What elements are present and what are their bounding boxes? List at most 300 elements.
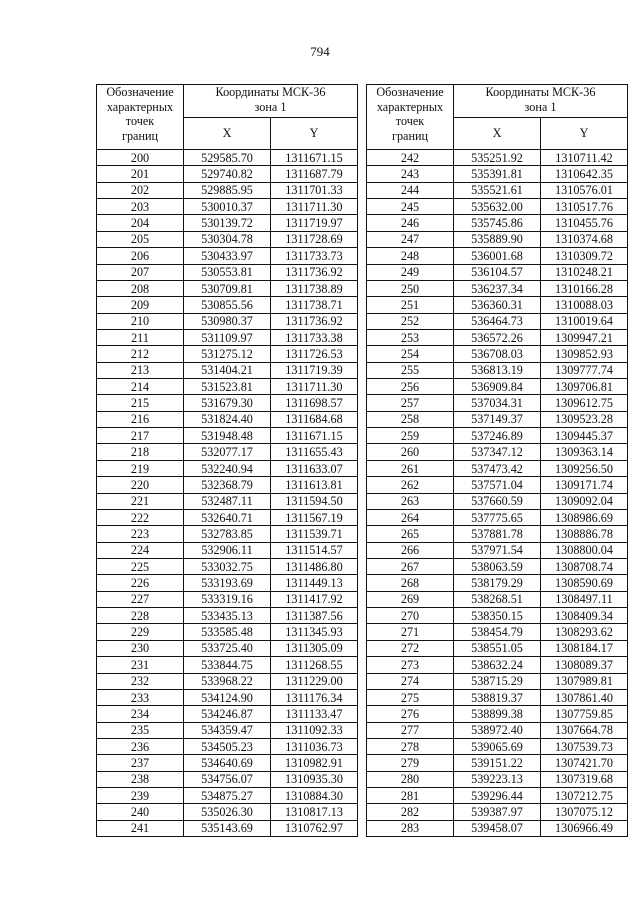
y-coordinate-cell: 1311719.97 [271,215,358,231]
header-coordinates-line: зона 1 [524,99,557,114]
table-row [367,689,628,705]
table-row [367,379,628,395]
table-row [367,755,628,771]
point-number-cell: 223 [97,526,184,542]
point-number-cell: 271 [367,624,454,640]
point-number-cell: 269 [367,591,454,607]
y-coordinate-cell: 1307861.40 [541,689,628,705]
y-coordinate-cell: 1311268.55 [271,657,358,673]
coordinates-table-right [366,84,628,837]
x-coordinate-cell: 529585.70 [184,150,271,166]
table-row [97,215,358,231]
y-coordinate-cell: 1308800.04 [541,542,628,558]
y-coordinate-cell: 1309523.28 [541,411,628,427]
x-coordinate-cell: 534124.90 [184,689,271,705]
y-coordinate-cell: 1310982.91 [271,755,358,771]
header-designation-line: Обозначение [106,85,174,99]
y-coordinate-cell: 1311417.92 [271,591,358,607]
x-coordinate-cell: 537775.65 [454,509,541,525]
x-coordinate-cell: 532487.11 [184,493,271,509]
point-number-cell: 202 [97,182,184,198]
table-row [367,493,628,509]
y-coordinate-cell: 1311613.81 [271,477,358,493]
y-coordinate-cell: 1309777.74 [541,362,628,378]
y-coordinate-cell: 1307664.78 [541,722,628,738]
table-row [367,820,628,836]
x-coordinate-cell: 535143.69 [184,820,271,836]
y-coordinate-cell: 1311539.71 [271,526,358,542]
point-number-cell: 275 [367,689,454,705]
x-coordinate-cell: 536572.26 [454,329,541,345]
table-row [97,575,358,591]
table-row [367,706,628,722]
table-row [367,362,628,378]
y-coordinate-cell: 1310711.42 [541,150,628,166]
x-coordinate-cell: 536360.31 [454,297,541,313]
x-coordinate-cell: 530855.56 [184,297,271,313]
table-row [97,150,358,166]
table-row [97,526,358,542]
x-coordinate-cell: 538715.29 [454,673,541,689]
y-coordinate-cell: 1307319.68 [541,771,628,787]
table-row [367,199,628,215]
point-number-cell: 253 [367,329,454,345]
y-coordinate-cell: 1310248.21 [541,264,628,280]
header-designation [97,85,184,150]
table-row [97,804,358,820]
x-coordinate-cell: 539151.22 [454,755,541,771]
table-row [97,608,358,624]
point-number-cell: 252 [367,313,454,329]
table-row [367,182,628,198]
table-row [367,411,628,427]
x-coordinate-cell: 534505.23 [184,738,271,754]
y-coordinate-cell: 1307759.85 [541,706,628,722]
y-coordinate-cell: 1308409.34 [541,608,628,624]
x-coordinate-cell: 538899.38 [454,706,541,722]
table-row [97,280,358,296]
x-coordinate-cell: 533032.75 [184,558,271,574]
table-row [97,689,358,705]
header-coordinates [454,85,628,118]
y-coordinate-cell: 1308886.78 [541,526,628,542]
header-y: Y [271,118,358,150]
y-coordinate-cell: 1310019.64 [541,313,628,329]
y-coordinate-cell: 1308497.11 [541,591,628,607]
point-number-cell: 259 [367,428,454,444]
y-coordinate-cell: 1311449.13 [271,575,358,591]
x-coordinate-cell: 535391.81 [454,166,541,182]
point-number-cell: 276 [367,706,454,722]
point-number-cell: 222 [97,509,184,525]
point-number-cell: 258 [367,411,454,427]
y-coordinate-cell: 1309612.75 [541,395,628,411]
x-coordinate-cell: 535026.30 [184,804,271,820]
x-coordinate-cell: 536909.84 [454,379,541,395]
point-number-cell: 279 [367,755,454,771]
point-number-cell: 240 [97,804,184,820]
point-number-cell: 262 [367,477,454,493]
x-coordinate-cell: 534875.27 [184,788,271,804]
x-coordinate-cell: 538063.59 [454,558,541,574]
y-coordinate-cell: 1308590.69 [541,575,628,591]
table-row [97,264,358,280]
x-coordinate-cell: 537971.54 [454,542,541,558]
table-row [97,395,358,411]
y-coordinate-cell: 1311733.38 [271,329,358,345]
point-number-cell: 206 [97,248,184,264]
y-coordinate-cell: 1311655.43 [271,444,358,460]
page-number: 794 [310,44,330,59]
table-row [97,460,358,476]
point-number-cell: 270 [367,608,454,624]
x-coordinate-cell: 537571.04 [454,477,541,493]
x-coordinate-cell: 538268.51 [454,591,541,607]
x-coordinate-cell: 534640.69 [184,755,271,771]
point-number-cell: 204 [97,215,184,231]
point-number-cell: 227 [97,591,184,607]
point-number-cell: 250 [367,280,454,296]
point-number-cell: 261 [367,460,454,476]
point-number-cell: 254 [367,346,454,362]
x-coordinate-cell: 533319.16 [184,591,271,607]
header-coordinates-line: зона 1 [254,99,287,114]
y-coordinate-cell: 1311036.73 [271,738,358,754]
x-coordinate-cell: 531523.81 [184,379,271,395]
point-number-cell: 226 [97,575,184,591]
point-number-cell: 238 [97,771,184,787]
table-row [367,608,628,624]
x-coordinate-cell: 535251.92 [454,150,541,166]
table-row [97,329,358,345]
point-number-cell: 200 [97,150,184,166]
x-coordinate-cell: 533844.75 [184,657,271,673]
y-coordinate-cell: 1311698.57 [271,395,358,411]
point-number-cell: 216 [97,411,184,427]
x-coordinate-cell: 534756.07 [184,771,271,787]
x-coordinate-cell: 534246.87 [184,706,271,722]
x-coordinate-cell: 536104.57 [454,264,541,280]
point-number-cell: 242 [367,150,454,166]
table-row [367,788,628,804]
y-coordinate-cell: 1310935.30 [271,771,358,787]
y-coordinate-cell: 1307421.70 [541,755,628,771]
point-number-cell: 218 [97,444,184,460]
point-number-cell: 221 [97,493,184,509]
header-x: X [454,118,541,150]
y-coordinate-cell: 1308089.37 [541,657,628,673]
x-coordinate-cell: 530553.81 [184,264,271,280]
table-row [97,477,358,493]
y-coordinate-cell: 1311387.56 [271,608,358,624]
point-number-cell: 243 [367,166,454,182]
x-coordinate-cell: 530304.78 [184,231,271,247]
table-row [367,346,628,362]
table-row [367,738,628,754]
table-row [367,166,628,182]
point-number-cell: 260 [367,444,454,460]
table-row [367,591,628,607]
y-coordinate-cell: 1311345.93 [271,624,358,640]
x-coordinate-cell: 539223.13 [454,771,541,787]
point-number-cell: 263 [367,493,454,509]
point-number-cell: 278 [367,738,454,754]
point-number-cell: 210 [97,313,184,329]
table-row [97,788,358,804]
y-coordinate-cell: 1311594.50 [271,493,358,509]
table-row [367,640,628,656]
point-number-cell: 244 [367,182,454,198]
point-number-cell: 237 [97,755,184,771]
y-coordinate-cell: 1309256.50 [541,460,628,476]
point-number-cell: 248 [367,248,454,264]
table-row [367,509,628,525]
x-coordinate-cell: 529885.95 [184,182,271,198]
point-number-cell: 228 [97,608,184,624]
y-coordinate-cell: 1311733.73 [271,248,358,264]
table-row [367,248,628,264]
x-coordinate-cell: 537347.12 [454,444,541,460]
y-coordinate-cell: 1311728.69 [271,231,358,247]
x-coordinate-cell: 533193.69 [184,575,271,591]
x-coordinate-cell: 530010.37 [184,199,271,215]
point-number-cell: 266 [367,542,454,558]
x-coordinate-cell: 531679.30 [184,395,271,411]
x-coordinate-cell: 530709.81 [184,280,271,296]
y-coordinate-cell: 1310088.03 [541,297,628,313]
table-row [97,755,358,771]
header-designation-line: границ [391,128,429,143]
header-designation-line: точек [125,114,155,128]
x-coordinate-cell: 538632.24 [454,657,541,673]
x-coordinate-cell: 535889.90 [454,231,541,247]
table-row [367,624,628,640]
table-row [97,411,358,427]
point-number-cell: 209 [97,297,184,313]
x-coordinate-cell: 536708.03 [454,346,541,362]
table-row [97,673,358,689]
table-row [97,231,358,247]
y-coordinate-cell: 1311719.39 [271,362,358,378]
header-x: X [184,118,271,150]
x-coordinate-cell: 531109.97 [184,329,271,345]
y-coordinate-cell: 1311684.68 [271,411,358,427]
y-coordinate-cell: 1311711.30 [271,379,358,395]
y-coordinate-cell: 1309171.74 [541,477,628,493]
y-coordinate-cell: 1308708.74 [541,558,628,574]
point-number-cell: 283 [367,820,454,836]
y-coordinate-cell: 1311736.92 [271,264,358,280]
y-coordinate-cell: 1309852.93 [541,346,628,362]
table-row [367,657,628,673]
y-coordinate-cell: 1310517.76 [541,199,628,215]
y-coordinate-cell: 1310374.68 [541,231,628,247]
point-number-cell: 211 [97,329,184,345]
x-coordinate-cell: 536464.73 [454,313,541,329]
table-row [367,280,628,296]
x-coordinate-cell: 537149.37 [454,411,541,427]
point-number-cell: 224 [97,542,184,558]
x-coordinate-cell: 531275.12 [184,346,271,362]
x-coordinate-cell: 538551.05 [454,640,541,656]
table-row [367,444,628,460]
table-row [97,297,358,313]
y-coordinate-cell: 1311738.89 [271,280,358,296]
y-coordinate-cell: 1310762.97 [271,820,358,836]
y-coordinate-cell: 1307212.75 [541,788,628,804]
point-number-cell: 257 [367,395,454,411]
table-row [97,591,358,607]
point-number-cell: 230 [97,640,184,656]
x-coordinate-cell: 533725.40 [184,640,271,656]
y-coordinate-cell: 1309947.21 [541,329,628,345]
header-coordinates-line: Координаты МСК-36 [485,85,596,99]
table-row [367,231,628,247]
y-coordinate-cell: 1311738.71 [271,297,358,313]
x-coordinate-cell: 532906.11 [184,542,271,558]
x-coordinate-cell: 537660.59 [454,493,541,509]
point-number-cell: 273 [367,657,454,673]
x-coordinate-cell: 535632.00 [454,199,541,215]
point-number-cell: 251 [367,297,454,313]
x-coordinate-cell: 537246.89 [454,428,541,444]
y-coordinate-cell: 1311514.57 [271,542,358,558]
x-coordinate-cell: 538819.37 [454,689,541,705]
point-number-cell: 255 [367,362,454,378]
y-coordinate-cell: 1311633.07 [271,460,358,476]
header-designation-line: точек [395,114,425,128]
y-coordinate-cell: 1310576.01 [541,182,628,198]
table-row [97,624,358,640]
y-coordinate-cell: 1311305.09 [271,640,358,656]
x-coordinate-cell: 536237.34 [454,280,541,296]
header-designation-line: характерных [376,99,444,114]
point-number-cell: 241 [97,820,184,836]
y-coordinate-cell: 1309092.04 [541,493,628,509]
header-coordinates [184,85,358,118]
point-number-cell: 247 [367,231,454,247]
y-coordinate-cell: 1306966.49 [541,820,628,836]
table-row [367,428,628,444]
x-coordinate-cell: 532640.71 [184,509,271,525]
x-coordinate-cell: 537473.42 [454,460,541,476]
y-coordinate-cell: 1310166.28 [541,280,628,296]
y-coordinate-cell: 1307075.12 [541,804,628,820]
point-number-cell: 231 [97,657,184,673]
y-coordinate-cell: 1311092.33 [271,722,358,738]
point-number-cell: 233 [97,689,184,705]
table-body-left [97,150,358,837]
point-number-cell: 205 [97,231,184,247]
point-number-cell: 267 [367,558,454,574]
y-coordinate-cell: 1311133.47 [271,706,358,722]
x-coordinate-cell: 538454.79 [454,624,541,640]
point-number-cell: 229 [97,624,184,640]
table-row [367,460,628,476]
x-coordinate-cell: 532783.85 [184,526,271,542]
table-body-right [367,150,628,837]
y-coordinate-cell: 1307989.81 [541,673,628,689]
point-number-cell: 280 [367,771,454,787]
x-coordinate-cell: 537881.78 [454,526,541,542]
point-number-cell: 201 [97,166,184,182]
x-coordinate-cell: 539458.07 [454,820,541,836]
table-row [97,182,358,198]
y-coordinate-cell: 1307539.73 [541,738,628,754]
point-number-cell: 235 [97,722,184,738]
x-coordinate-cell: 532077.17 [184,444,271,460]
y-coordinate-cell: 1311701.33 [271,182,358,198]
point-number-cell: 249 [367,264,454,280]
point-number-cell: 203 [97,199,184,215]
point-number-cell: 272 [367,640,454,656]
table-row [367,297,628,313]
header-designation [367,85,454,150]
coordinates-tables [96,84,628,837]
table-row [97,313,358,329]
x-coordinate-cell: 529740.82 [184,166,271,182]
table-row [367,542,628,558]
table-row [97,738,358,754]
point-number-cell: 246 [367,215,454,231]
table-row [367,215,628,231]
table-row [97,248,358,264]
table-row [97,346,358,362]
point-number-cell: 212 [97,346,184,362]
table-row [97,722,358,738]
y-coordinate-cell: 1311567.19 [271,509,358,525]
x-coordinate-cell: 531948.48 [184,428,271,444]
table-row [97,820,358,836]
y-coordinate-cell: 1310455.76 [541,215,628,231]
table-row [97,542,358,558]
table-row [97,558,358,574]
table-row [367,771,628,787]
header-y: Y [541,118,628,150]
table-row [97,199,358,215]
table-row [97,493,358,509]
x-coordinate-cell: 530980.37 [184,313,271,329]
point-number-cell: 256 [367,379,454,395]
x-coordinate-cell: 538972.40 [454,722,541,738]
header-designation-line: характерных [106,99,174,114]
x-coordinate-cell: 538350.15 [454,608,541,624]
table-row [367,313,628,329]
point-number-cell: 219 [97,460,184,476]
y-coordinate-cell: 1310642.35 [541,166,628,182]
table-row [97,379,358,395]
table-row [367,558,628,574]
y-coordinate-cell: 1308293.62 [541,624,628,640]
y-coordinate-cell: 1311671.15 [271,150,358,166]
x-coordinate-cell: 539296.44 [454,788,541,804]
point-number-cell: 236 [97,738,184,754]
x-coordinate-cell: 539387.97 [454,804,541,820]
point-number-cell: 234 [97,706,184,722]
y-coordinate-cell: 1311711.30 [271,199,358,215]
point-number-cell: 239 [97,788,184,804]
table-row [97,657,358,673]
table-row [97,771,358,787]
table-row [367,575,628,591]
y-coordinate-cell: 1309445.37 [541,428,628,444]
point-number-cell: 213 [97,362,184,378]
x-coordinate-cell: 538179.29 [454,575,541,591]
table-row [97,640,358,656]
point-number-cell: 265 [367,526,454,542]
y-coordinate-cell: 1309363.14 [541,444,628,460]
y-coordinate-cell: 1311736.92 [271,313,358,329]
